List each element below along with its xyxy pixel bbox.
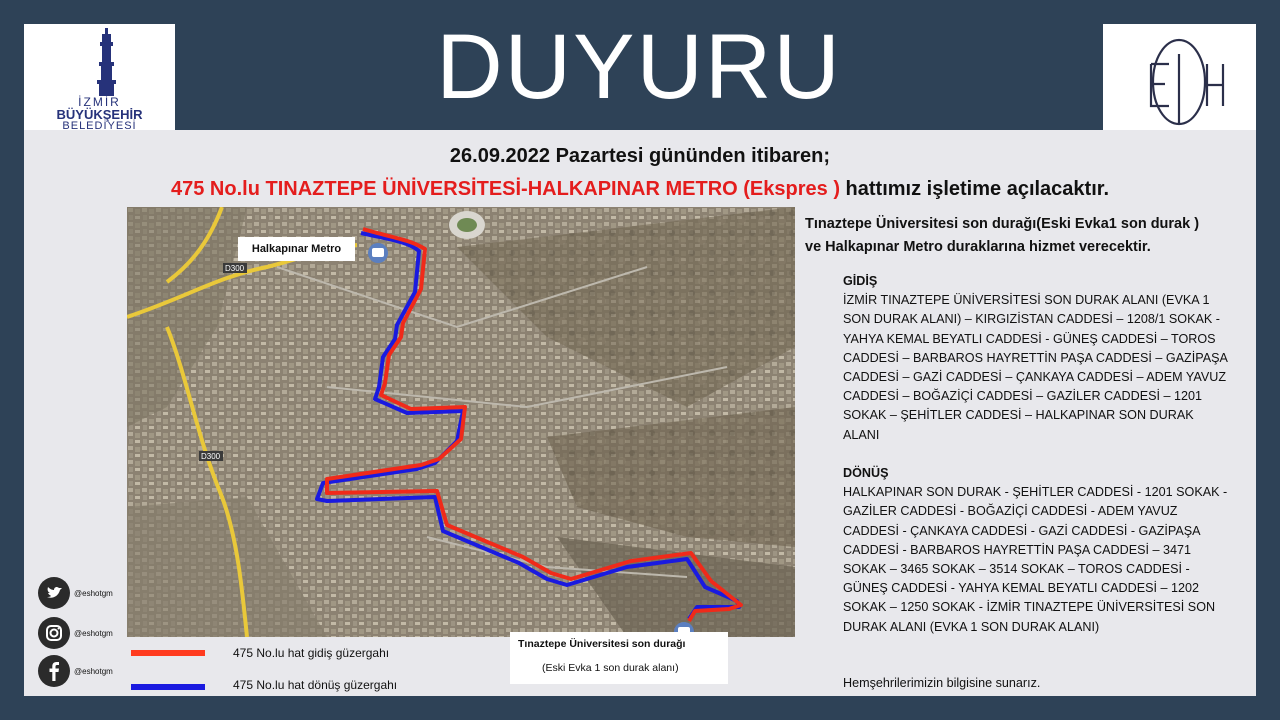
service-info-line2: ve Halkapınar Metro duraklarına hizmet verecektir. — [805, 239, 1151, 255]
line-suffix: hattımız işletime açılacaktır. — [839, 178, 1109, 200]
road-shield: D300 — [201, 452, 221, 461]
logo-line3: BELEDİYESİ — [62, 120, 137, 132]
facebook-icon[interactable] — [38, 655, 70, 687]
footer-note: Hemşehrilerimizin bilgisine sunarız. — [843, 676, 1041, 690]
map-label-tinaztepe-line1: Tınaztepe Üniversitesi son durağı — [518, 638, 686, 650]
map-label-tinaztepe-line2: (Eski Evka 1 son durak alanı) — [542, 662, 679, 674]
eshot-logo — [1103, 24, 1256, 130]
service-info — [805, 213, 1255, 259]
logo-line1: İZMİR — [78, 95, 121, 109]
map-label-halkapinar: Halkapınar Metro — [238, 237, 355, 261]
map-label-tinaztepe — [510, 632, 728, 684]
page-title: DUYURU — [436, 16, 842, 118]
gidis-heading: GİDİŞ — [843, 274, 878, 288]
twitter-handle: @eshotgm — [74, 589, 113, 598]
izmir-bb-logo — [24, 24, 175, 130]
donus-heading: DÖNÜŞ — [843, 466, 889, 480]
route-map — [127, 207, 795, 637]
gidis-text: İZMİR TINAZTEPE ÜNİVERSİTESİ SON DURAK ALANI (EVKA 1 SON DURAK ALANI) – KIRGIZİSTAN CADDESİ – 1208/1 SOKAK - YAHYA KEMAL BEYATLI CADDESİ - GÜNEŞ CADDESİ – TOROS CADDESİ – BARBAROS HAYRETTİN PAŞA CADDESİ – GAZİPAŞA CADDESİ – GAZİ CADDESİ – ÇANKAYA CADDESİ – ADEM YAVUZ CADDESİ – BOĞAZİÇİ CADDESİ – GAZİLER CADDESİ – 1201 SOKAK – ŞEHİTLER CADDESİ – HALKAPINAR SON DURAK ALANI — [843, 293, 1228, 442]
facebook-handle: @eshotgm — [74, 667, 113, 676]
instagram-icon[interactable] — [38, 617, 70, 649]
instagram-handle: @eshotgm — [74, 629, 113, 638]
gidis-route — [843, 272, 1228, 445]
bus-stop-icon — [368, 243, 388, 263]
legend-donus-swatch — [131, 684, 205, 690]
legend-gidis-swatch — [131, 650, 205, 656]
service-info-line1: Tınaztepe Üniversitesi son durağı(Eski Evka1 son durak ) — [805, 216, 1200, 232]
legend-donus-label: 475 No.lu hat dönüş güzergahı — [233, 678, 398, 692]
donus-route — [843, 464, 1228, 637]
legend-gidis-label: 475 No.lu hat gidiş güzergahı — [233, 646, 390, 660]
date-line: 26.09.2022 Pazartesi gününden itibaren; — [449, 145, 831, 167]
line-title — [0, 178, 1280, 201]
road-shield: D300 — [225, 264, 245, 273]
eshot-monogram-icon — [1103, 24, 1256, 130]
logo-line2: BÜYÜKŞEHİR — [56, 107, 143, 122]
donus-text: HALKAPINAR SON DURAK - ŞEHİTLER CADDESİ - 1201 SOKAK - GAZİLER CADDESİ - BOĞAZİÇİ CADDESİ - ADEM YAVUZ CADDESİ - ÇANKAYA CADDESİ - GAZİ CADDESİ - GAZİPAŞA CADDESİ - BARBAROS HAYRETTİN PAŞA CADDESİ – 3471 SOKAK – 3465 SOKAK – 3514 SOKAK – TOROS CADDESİ - GÜNEŞ CADDESİ - YAHYA KEMAL BEYATLI CADDESİ – 1202 SOKAK – 1250 SOKAK - İZMİR TINAZTEPE ÜNİVERSİTESİ SON DURAK ALANI (EVKA 1 SON DURAK ALANI) — [843, 485, 1228, 634]
line-name: 475 No.lu TINAZTEPE ÜNİVERSİTESİ-HALKAPINAR METRO (Ekspres ) — [171, 178, 840, 200]
satellite-map-image — [127, 207, 795, 637]
twitter-icon[interactable] — [38, 577, 70, 609]
